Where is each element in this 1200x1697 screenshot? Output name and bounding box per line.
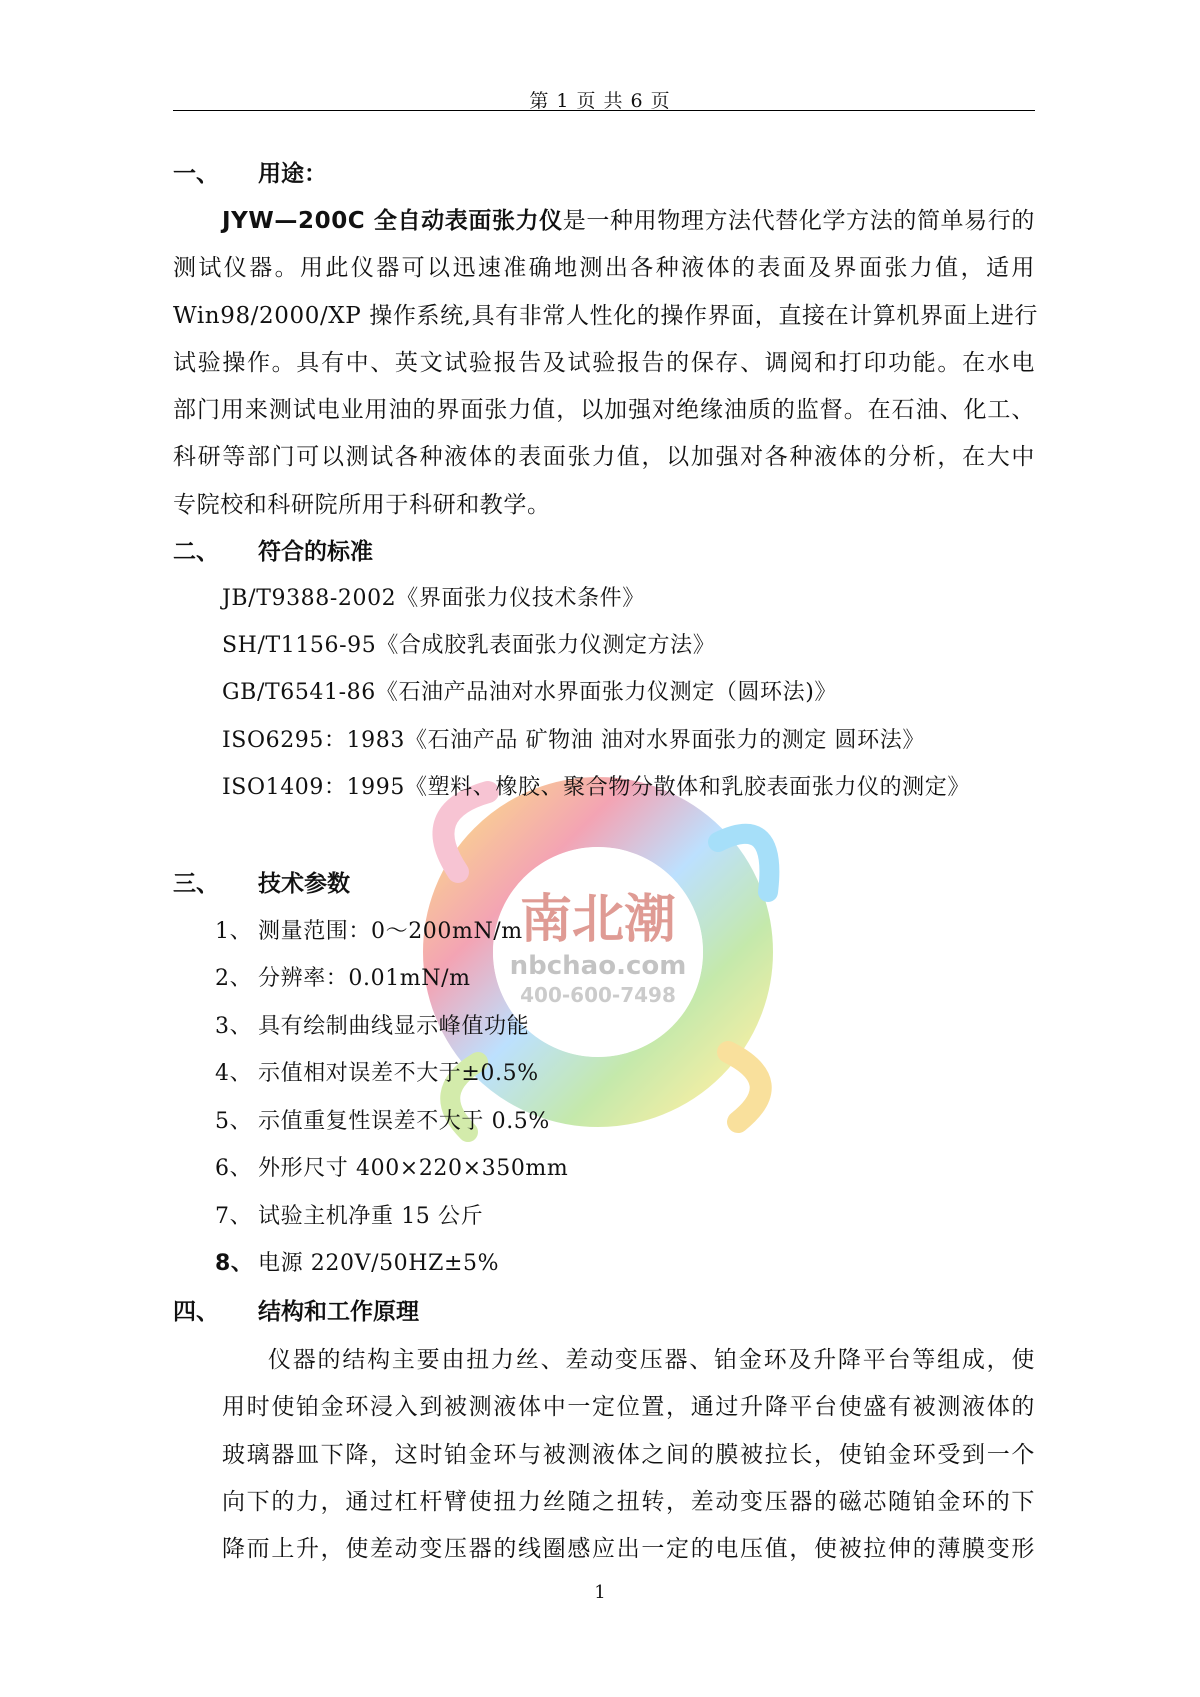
section1-line: 部门用来测试电业用油的界面张力值，以加强对绝缘油质的监督。在石油、化工、 [173, 397, 1035, 423]
watermark-line1: 南北潮 [519, 890, 677, 950]
section2-title: 符合的标准 [258, 539, 373, 565]
standard-item: ISO6295：1983《石油产品 矿物油 油对水界面张力的测定 圆环法》 [222, 728, 925, 753]
page-header: 第 1 页 共 6 页 [529, 90, 671, 112]
section4-title: 结构和工作原理 [258, 1299, 419, 1325]
param-number: 8、 [215, 1251, 254, 1276]
section1-line: Win98/2000/XP 操作系统,具有非常人性化的操作界面，直接在计算机界面上进行 [173, 303, 1038, 329]
param-text: 测量范围：0～200mN/m [258, 919, 523, 944]
param-text: 外形尺寸 400×220×350mm [258, 1156, 569, 1181]
section1-line: 试验操作。具有中、英文试验报告及试验报告的保存、调阅和打印功能。在水电 [173, 350, 1035, 376]
header-divider [173, 110, 1035, 111]
section1-line: 专院校和科研院所用于科研和教学。 [173, 492, 551, 518]
param-text: 电源 220V/50HZ±5% [258, 1251, 500, 1276]
page-number: 1 [594, 1582, 606, 1603]
section2-number: 二、 [173, 539, 219, 565]
section4-line: 用时使铂金环浸入到被测液体中一定位置，通过升降平台使盛有被测液体的 [222, 1394, 1035, 1420]
standard-item: JB/T9388-2002《界面张力仪技术条件》 [222, 586, 645, 611]
section1-line-text: 是一种用物理方法代替化学方法的简单易行的 [562, 208, 1035, 234]
param-number: 3、 [215, 1014, 253, 1039]
param-text: 分辨率：0.01mN/m [258, 966, 471, 991]
param-number: 6、 [215, 1156, 253, 1181]
param-number: 5、 [215, 1109, 253, 1134]
section4-number: 四、 [173, 1299, 219, 1325]
param-number: 7、 [215, 1204, 253, 1229]
section4-line: 向下的力，通过杠杆臂使扭力丝随之扭转，差动变压器的磁芯随铂金环的下 [222, 1489, 1035, 1515]
section4-line: 降而上升，使差动变压器的线圈感应出一定的电压值，使被拉伸的薄膜变形 [222, 1536, 1035, 1562]
param-text: 示值相对误差不大于±0.5% [258, 1061, 539, 1086]
section1-line: 测试仪器。用此仪器可以迅速准确地测出各种液体的表面及界面张力值，适用 [173, 255, 1035, 281]
param-number: 4、 [215, 1061, 253, 1086]
param-text: 示值重复性误差不大于 0.5% [258, 1109, 550, 1134]
section1-title: 用途： [258, 161, 327, 187]
section3-title: 技术参数 [258, 871, 350, 897]
section4-line: 仪器的结构主要由扭力丝、差动变压器、铂金环及升降平台等组成，使 [268, 1347, 1035, 1373]
section1-line: 科研等部门可以测试各种液体的表面张力值，以加强对各种液体的分析，在大中 [173, 444, 1035, 470]
watermark-logo [398, 752, 798, 1152]
param-number: 2、 [215, 966, 253, 991]
section4-line: 玻璃器皿下降，这时铂金环与被测液体之间的膜被拉长，使铂金环受到一个 [222, 1442, 1035, 1468]
param-number: 1、 [215, 919, 253, 944]
section1-paragraph-line1 [222, 202, 1035, 235]
watermark-line3: 400-600-7498 [520, 983, 676, 1007]
section3-number: 三、 [173, 871, 219, 897]
standard-item: GB/T6541-86《石油产品油对水界面张力仪测定（圆环法)》 [222, 680, 838, 705]
standard-item: SH/T1156-95《合成胶乳表面张力仪测定方法》 [222, 633, 716, 658]
product-name: JYW—200C 全自动表面张力仪 [222, 208, 563, 234]
param-text: 试验主机净重 15 公斤 [258, 1204, 484, 1229]
param-text: 具有绘制曲线显示峰值功能 [258, 1014, 530, 1039]
section1-number: 一、 [173, 161, 219, 187]
standard-item: ISO1409：1995《塑料、橡胶、聚合物分散体和乳胶表面张力仪的测定》 [222, 775, 970, 800]
watermark-line2: nbchao.com [509, 951, 687, 981]
